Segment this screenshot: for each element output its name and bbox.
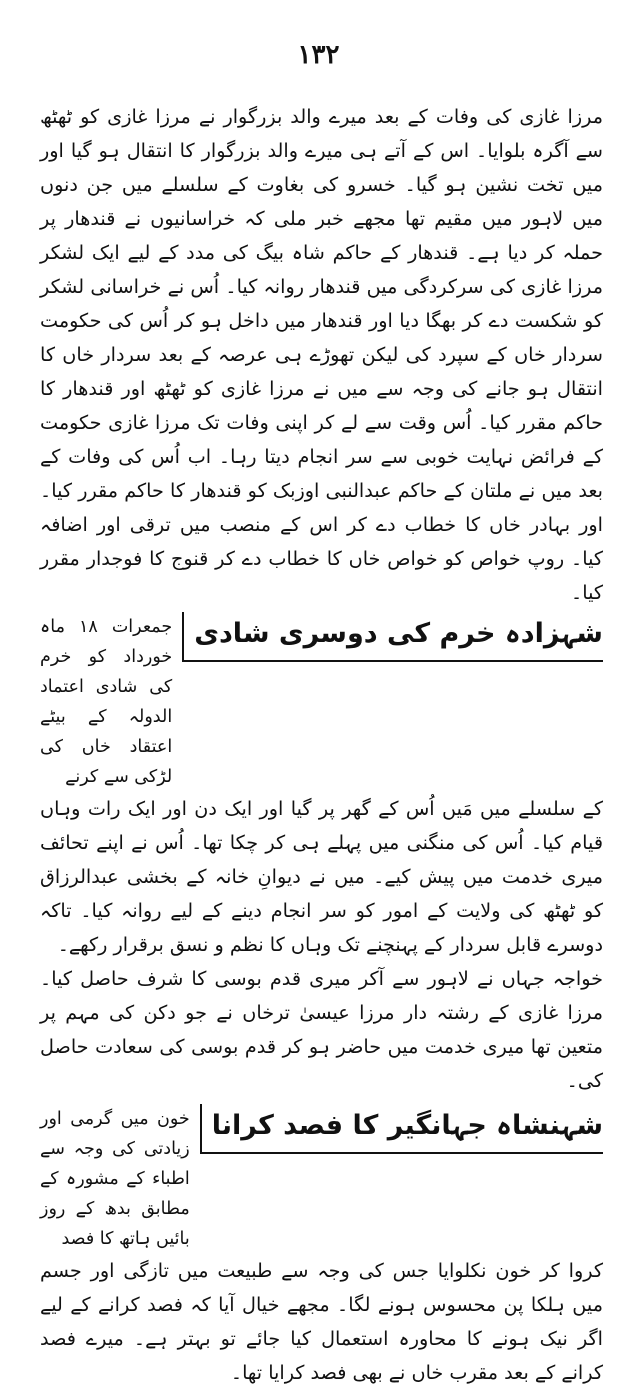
paragraph-bloodletting: کروا کر خون نکلوایا جس کی وجہ سے طبیعت میں تازگی اور جسم میں ہلکا پن محسوس ہونے لگا۔ مجھے خیال آیا کہ فصد کرانے کے لیے اگر نیک ہونے کا محاورہ استعمال کیا جائے تو بہتر ہے۔ میرے فصد کرانے کے بعد مقرب خاں نے بھی فصد کرایا تھا۔ — [40, 1259, 603, 1384]
section-khurram-marriage — [40, 612, 603, 792]
spacer — [40, 1098, 603, 1102]
paragraph-mirza-ghazi: مرزا غازی کی وفات کے بعد میرے والد بزرگوار نے مرزا غازی کو ٹھٹھ سے آگرہ بلوایا۔ اس کے آتے ہی میرے والد بزرگوار کا انتقال ہو گیا اور میں تخت نشین ہو گیا۔ خسرو کی بغاوت کے سلسلے میں جن دنوں میں لاہور میں مقیم تھا مجھے خبر ملی کہ خراسانیوں نے قندھار پر حملہ کر دیا ہے۔ قندھار کے حاکم شاہ بیگ کی مدد کے لیے ایک لشکر مرزا غازی کی سرکردگی میں قندھار روانہ کیا۔ اُس نے خراسانی لشکر کو شکست دے کر بھگا دیا اور قندھار میں داخل ہو کر اُس کی حکومت سردار خاں کے سپرد کی لیکن تھوڑے ہی عرصہ کے بعد سردار خاں کا انتقال ہو جانے کی وجہ سے میں نے مرزا غازی کو ٹھٹھ اور قندھار کا حاکم مقرر کیا۔ اُس وقت سے لے کر اپنی وفات تک مرزا غازی حکومت کے فرائض نہایت خوبی سے سر انجام دیتا رہا۔ اب اُس کی وفات کے بعد میں نے ملتان کے حاکم عبدالنبی اوزبک کو قندھار کا حاکم مقرر کیا۔ اور بہادر خاں کا خطاب دے کر اس کے منصب میں ترقی اور اضافہ کیا۔ روپ خواص کو خواص خاں کا خطاب دے کر قنوج کا فوجدار مقرر کیا۔ — [40, 105, 603, 604]
page-body — [40, 100, 603, 1390]
section-heading-bloodletting: شہنشاہ جہانگیر کا فصد کرانا — [200, 1104, 603, 1154]
page-number: ۱۳۲ — [297, 40, 340, 70]
section-intro-bloodletting: خون میں گرمی اور زیادتی کی وجہ سے اطباء کے مشورہ کے مطابق بدھ کے روز بائیں ہاتھ کا فصد — [40, 1109, 190, 1249]
section-intro-khurram-marriage: جمعرات ۱۸ ماہ خورداد کو خرم کی شادی اعتماد الدولہ کے بیٹے اعتقاد خاں کی لڑکی سے کرنے — [40, 617, 173, 787]
paragraph-khurram-marriage: کے سلسلے میں مَیں اُس کے گھر پر گیا اور ایک دن اور ایک رات وہاں قیام کیا۔ اُس کی منگنی میں پہلے ہی کر چکا تھا۔ اُس نے اپنے تحائف میری خدمت میں پیش کیے۔ میں نے دیوانِ خانہ کے بخشی عبدالرزاق کو ٹھٹھ کی ولایت کے امور کو سر انجام دینے کے لیے روانہ کیا۔ تاکہ دوسرے قابل سردار کے پہنچنے تک وہاں کا نظم و نسق برقرار رکھے۔ — [40, 797, 603, 956]
paragraph-khwaja-jahan: خواجہ جہاں نے لاہور سے آکر میری قدم بوسی کا شرف حاصل کیا۔ مرزا غازی کے رشتہ دار مرزا عیسیٰ ترخاں نے جو دکن کی مہم پر متعین تھا میری خدمت میں حاضر ہو کر قدم بوسی کی سعادت حاصل کی۔ — [40, 967, 603, 1092]
section-heading-khurram-marriage: شہزادہ خرم کی دوسری شادی — [182, 612, 603, 662]
section-jahangir-bloodletting — [40, 1104, 603, 1254]
